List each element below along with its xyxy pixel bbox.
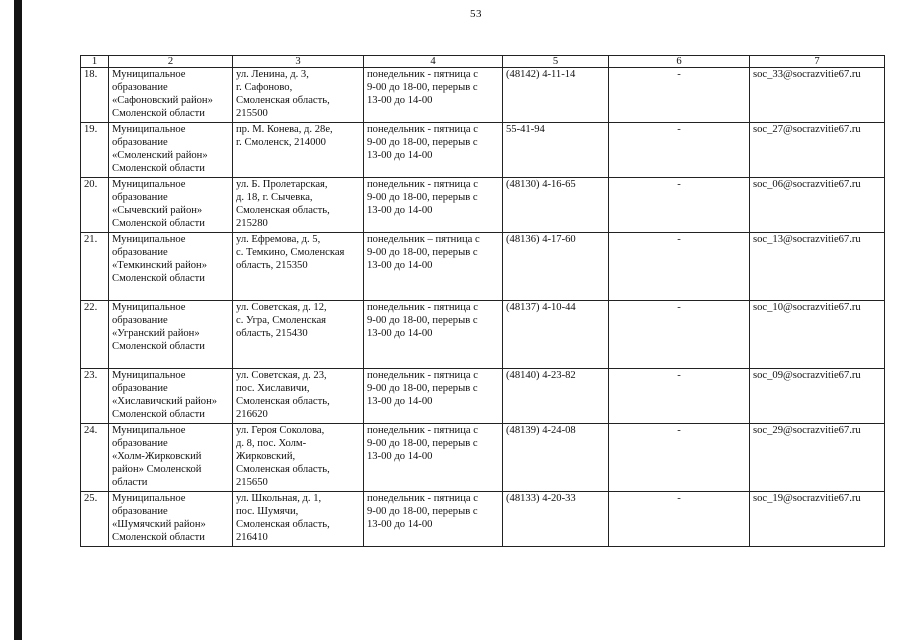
phone: (48137) 4-10-44 bbox=[503, 301, 609, 369]
row-number: 18. bbox=[81, 68, 109, 123]
row-number: 21. bbox=[81, 233, 109, 301]
phone: 55-41-94 bbox=[503, 123, 609, 178]
working-hours: понедельник - пятница с 9-00 до 18-00, перерыв с 13-00 до 14-00 bbox=[364, 178, 503, 233]
working-hours: понедельник - пятница с 9-00 до 18-00, перерыв с 13-00 до 14-00 bbox=[364, 369, 503, 424]
working-hours: понедельник – пятница с 9-00 до 18-00, перерыв с 13-00 до 14-00 bbox=[364, 233, 503, 301]
row-number: 25. bbox=[81, 492, 109, 547]
table-row bbox=[81, 123, 885, 178]
address: ул. Героя Соколова, д. 8, пос. Холм- Жирковский, Смоленская область, 215650 bbox=[233, 424, 364, 492]
organization-name: Муниципальное образование «Темкинский район» Смоленской области bbox=[109, 233, 233, 301]
contacts-table bbox=[80, 55, 885, 547]
scan-edge-bar bbox=[14, 0, 22, 640]
column-header: 4 bbox=[364, 56, 503, 68]
working-hours: понедельник - пятница с 9-00 до 18-00, перерыв с 13-00 до 14-00 bbox=[364, 492, 503, 547]
address: ул. Ефремова, д. 5, с. Темкино, Смоленская область, 215350 bbox=[233, 233, 364, 301]
column-header: 7 bbox=[750, 56, 885, 68]
organization-name: Муниципальное образование «Сафоновский район» Смоленской области bbox=[109, 68, 233, 123]
email: soc_13@socrazvitie67.ru bbox=[750, 233, 885, 301]
email: soc_33@socrazvitie67.ru bbox=[750, 68, 885, 123]
column-header: 6 bbox=[609, 56, 750, 68]
row-number: 23. bbox=[81, 369, 109, 424]
row-number: 19. bbox=[81, 123, 109, 178]
column-header: 1 bbox=[81, 56, 109, 68]
email: soc_27@socrazvitie67.ru bbox=[750, 123, 885, 178]
working-hours: понедельник - пятница с 9-00 до 18-00, перерыв с 13-00 до 14-00 bbox=[364, 68, 503, 123]
address: ул. Школьная, д. 1, пос. Шумячи, Смоленская область, 216410 bbox=[233, 492, 364, 547]
phone: (48136) 4-17-60 bbox=[503, 233, 609, 301]
fax: - bbox=[609, 68, 750, 123]
row-number: 20. bbox=[81, 178, 109, 233]
address: ул. Советская, д. 23, пос. Хиславичи, Смоленская область, 216620 bbox=[233, 369, 364, 424]
phone: (48133) 4-20-33 bbox=[503, 492, 609, 547]
email: soc_29@socrazvitie67.ru bbox=[750, 424, 885, 492]
fax: - bbox=[609, 178, 750, 233]
phone: (48142) 4-11-14 bbox=[503, 68, 609, 123]
row-number: 22. bbox=[81, 301, 109, 369]
email: soc_09@socrazvitie67.ru bbox=[750, 369, 885, 424]
table-row bbox=[81, 369, 885, 424]
fax: - bbox=[609, 424, 750, 492]
address: ул. Советская, д. 12, с. Угра, Смоленская область, 215430 bbox=[233, 301, 364, 369]
address: ул. Б. Пролетарская, д. 18, г. Сычевка, Смоленская область, 215280 bbox=[233, 178, 364, 233]
table-row bbox=[81, 424, 885, 492]
organization-name: Муниципальное образование «Смоленский район» Смоленской области bbox=[109, 123, 233, 178]
address: пр. М. Конева, д. 28е, г. Смоленск, 214000 bbox=[233, 123, 364, 178]
page-number: 53 bbox=[470, 8, 482, 20]
fax: - bbox=[609, 369, 750, 424]
organization-name: Муниципальное образование «Холм-Жирковский район» Смоленской области bbox=[109, 424, 233, 492]
table-row bbox=[81, 233, 885, 301]
email: soc_06@socrazvitie67.ru bbox=[750, 178, 885, 233]
organization-name: Муниципальное образование «Хиславичский район» Смоленской области bbox=[109, 369, 233, 424]
organization-name: Муниципальное образование «Шумячский район» Смоленской области bbox=[109, 492, 233, 547]
fax: - bbox=[609, 233, 750, 301]
phone: (48130) 4-16-65 bbox=[503, 178, 609, 233]
working-hours: понедельник - пятница с 9-00 до 18-00, перерыв с 13-00 до 14-00 bbox=[364, 123, 503, 178]
working-hours: понедельник - пятница с 9-00 до 18-00, перерыв с 13-00 до 14-00 bbox=[364, 424, 503, 492]
phone: (48139) 4-24-08 bbox=[503, 424, 609, 492]
column-header: 3 bbox=[233, 56, 364, 68]
organization-name: Муниципальное образование «Сычевский район» Смоленской области bbox=[109, 178, 233, 233]
header-row bbox=[81, 56, 885, 68]
table-row bbox=[81, 68, 885, 123]
email: soc_19@socrazvitie67.ru bbox=[750, 492, 885, 547]
row-number: 24. bbox=[81, 424, 109, 492]
column-header: 2 bbox=[109, 56, 233, 68]
email: soc_10@socrazvitie67.ru bbox=[750, 301, 885, 369]
column-header: 5 bbox=[503, 56, 609, 68]
fax: - bbox=[609, 123, 750, 178]
table-row bbox=[81, 492, 885, 547]
table-row bbox=[81, 301, 885, 369]
address: ул. Ленина, д. 3, г. Сафоново, Смоленская область, 215500 bbox=[233, 68, 364, 123]
table-row bbox=[81, 178, 885, 233]
organization-name: Муниципальное образование «Угранский район» Смоленской области bbox=[109, 301, 233, 369]
phone: (48140) 4-23-82 bbox=[503, 369, 609, 424]
fax: - bbox=[609, 492, 750, 547]
working-hours: понедельник - пятница с 9-00 до 18-00, перерыв с 13-00 до 14-00 bbox=[364, 301, 503, 369]
fax: - bbox=[609, 301, 750, 369]
